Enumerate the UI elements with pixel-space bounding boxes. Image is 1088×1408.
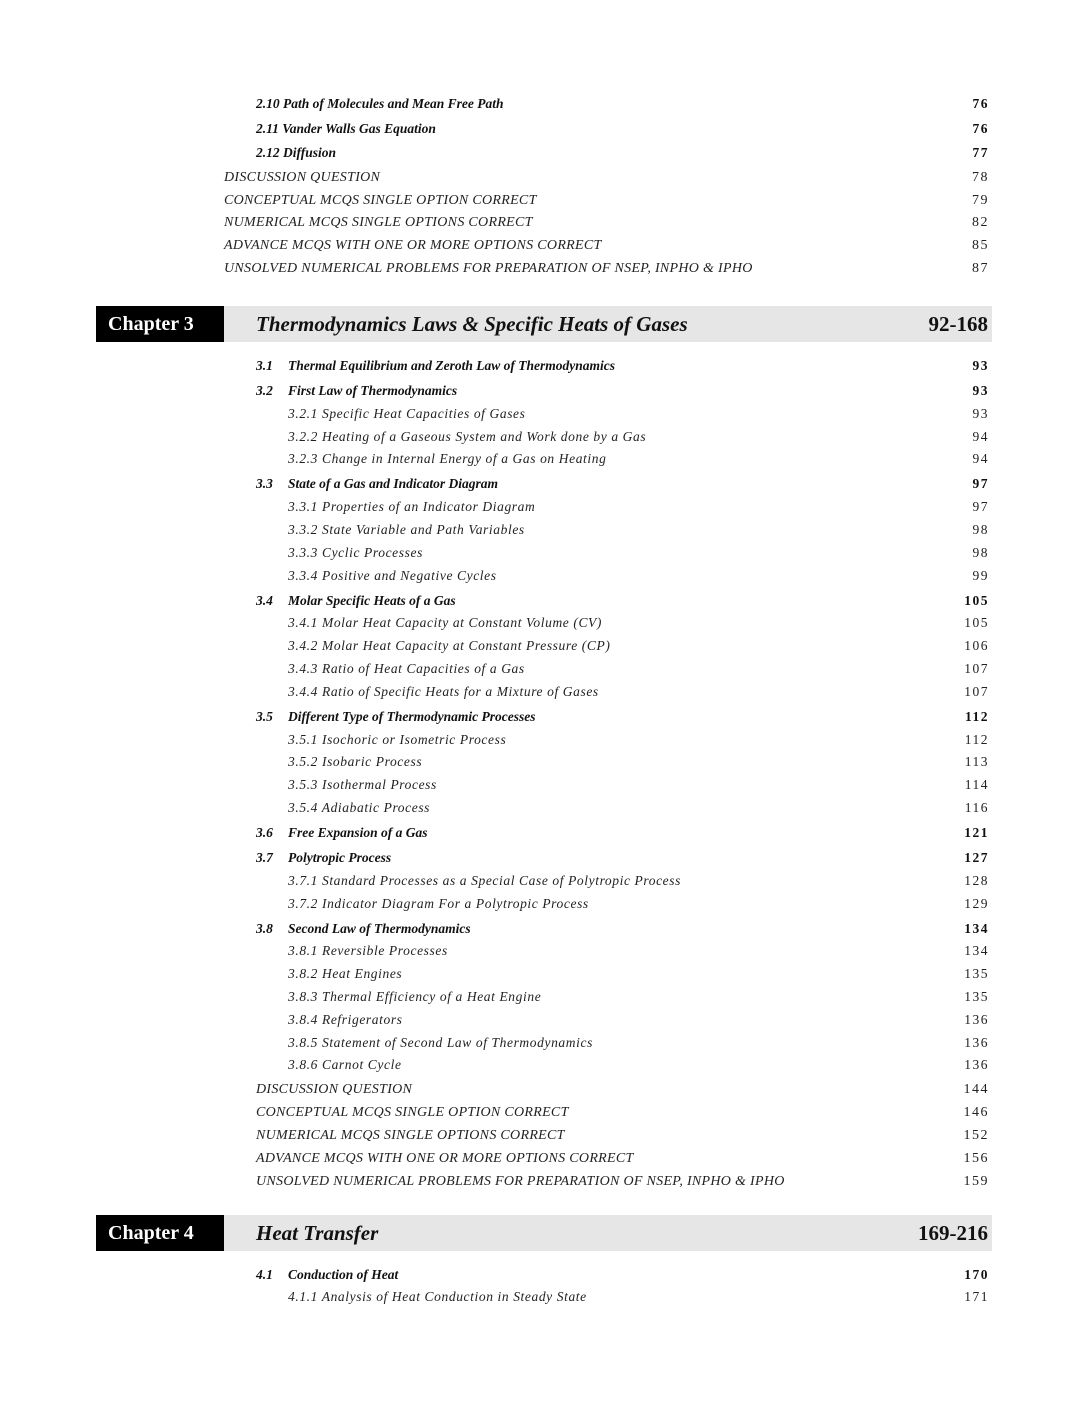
toc-entry-title: 2.12 Diffusion — [256, 145, 337, 160]
toc-subsection-row — [0, 966, 1088, 988]
toc-entry-title: 3.2.3 Change in Internal Energy of a Gas on Heating — [288, 451, 607, 466]
toc-entry-title: CONCEPTUAL MCQS SINGLE OPTION CORRECT — [224, 193, 537, 208]
toc-subsection-row — [0, 406, 1088, 428]
toc-page-number: 121 — [964, 825, 989, 840]
toc-section-number: 3.3 — [256, 476, 273, 491]
toc-entry-title: 3.3.2 State Variable and Path Variables — [288, 522, 525, 537]
toc-subsection-row — [0, 943, 1088, 965]
toc-page-number: 99 — [972, 568, 989, 583]
toc-exercise-row — [0, 193, 1088, 215]
toc-entry-title: Conduction of Heat — [288, 1267, 399, 1282]
toc-page-number: 112 — [964, 709, 989, 724]
toc-entry-title: 3.5.2 Isobaric Process — [288, 754, 423, 769]
toc-page-number: 106 — [964, 638, 989, 653]
toc-page-number: 112 — [964, 732, 989, 747]
toc-page-number: 116 — [964, 800, 989, 815]
toc-entry-title: 3.4.2 Molar Heat Capacity at Constant Pressure (CP) — [288, 638, 611, 653]
toc-entry-title: DISCUSSION QUESTION — [256, 1082, 413, 1097]
toc-subsection-row — [0, 522, 1088, 544]
toc-entry-title: CONCEPTUAL MCQS SINGLE OPTION CORRECT — [256, 1105, 569, 1120]
toc-exercise-row — [0, 215, 1088, 237]
chapter-3-header — [96, 306, 992, 342]
toc-subsection-row — [0, 896, 1088, 918]
toc-page-number: 134 — [964, 943, 989, 958]
toc-exercise-row — [0, 170, 1088, 192]
chapter-4-title: Heat Transfer — [256, 1221, 379, 1245]
toc-entry-title: 4.1.1 Analysis of Heat Conduction in Steady State — [288, 1289, 587, 1304]
toc-subsection-row — [0, 1012, 1088, 1034]
toc-page-number: 171 — [964, 1289, 989, 1304]
toc-exercise-row — [0, 1105, 1088, 1127]
toc-entry-title: Second Law of Thermodynamics — [288, 921, 471, 936]
toc-subsection-row — [0, 800, 1088, 822]
toc-exercise-row — [0, 1174, 1088, 1196]
toc-page-number: 94 — [972, 451, 989, 466]
toc-exercise-row — [0, 1151, 1088, 1173]
toc-entry-title: ADVANCE MCQS WITH ONE OR MORE OPTIONS CORRECT — [224, 238, 602, 253]
toc-subsection-row — [0, 684, 1088, 706]
toc-entry-title: UNSOLVED NUMERICAL PROBLEMS FOR PREPARATION OF NSEP, INPHO & IPHO — [224, 261, 753, 276]
toc-section-row — [0, 145, 1088, 167]
toc-section-row — [0, 593, 1088, 615]
toc-page-number: 135 — [964, 966, 989, 981]
toc-subsection-row — [0, 1289, 1088, 1311]
toc-section-row — [0, 850, 1088, 872]
toc-subsection-row — [0, 615, 1088, 637]
toc-section-row — [0, 358, 1088, 380]
toc-entry-title: 3.3.1 Properties of an Indicator Diagram — [288, 499, 536, 514]
toc-entry-title: 3.2.1 Specific Heat Capacities of Gases — [288, 406, 526, 421]
toc-page-number: 156 — [963, 1151, 989, 1166]
toc-page-number: 170 — [964, 1267, 989, 1282]
toc-subsection-row — [0, 545, 1088, 567]
toc-subsection-row — [0, 777, 1088, 799]
chapter-3-label: Chapter 3 — [96, 306, 224, 342]
toc-section-number: 3.7 — [256, 850, 273, 865]
toc-entry-title: Polytropic Process — [288, 850, 392, 865]
toc-subsection-row — [0, 1057, 1088, 1079]
toc-page-number: 105 — [964, 615, 989, 630]
toc-page-number: 113 — [964, 754, 989, 769]
toc-entry-title: 3.4.3 Ratio of Heat Capacities of a Gas — [288, 661, 525, 676]
toc-entry-title: Different Type of Thermodynamic Processes — [288, 709, 536, 724]
chapter-3-title: Thermodynamics Laws & Specific Heats of Gases — [256, 312, 688, 336]
toc-page-number: 107 — [964, 661, 989, 676]
toc-page-number: 136 — [964, 1035, 989, 1050]
toc-entry-title: NUMERICAL MCQS SINGLE OPTIONS CORRECT — [256, 1128, 565, 1143]
toc-entry-title: 3.2.2 Heating of a Gaseous System and Work done by a Gas — [288, 429, 647, 444]
toc-section-number: 3.8 — [256, 921, 273, 936]
toc-subsection-row — [0, 568, 1088, 590]
toc-section-row — [0, 476, 1088, 498]
toc-page-number: 97 — [972, 499, 989, 514]
toc-section-row — [0, 1267, 1088, 1289]
toc-page-number: 98 — [972, 522, 989, 537]
toc-page-number: 87 — [972, 261, 989, 276]
toc-page-number: 128 — [964, 873, 989, 888]
toc-section-number: 3.2 — [256, 383, 273, 398]
toc-exercise-row — [0, 1082, 1088, 1104]
toc-section-number: 3.6 — [256, 825, 273, 840]
toc-page-number: 136 — [964, 1057, 989, 1072]
toc-entry-title: 3.3.4 Positive and Negative Cycles — [288, 568, 497, 583]
chapter-4-header — [96, 1215, 992, 1251]
toc-page-number: 135 — [964, 989, 989, 1004]
toc-section-row — [0, 383, 1088, 405]
toc-subsection-row — [0, 638, 1088, 660]
toc-entry-title: 3.3.3 Cyclic Processes — [288, 545, 423, 560]
toc-entry-title: 3.7.2 Indicator Diagram For a Polytropic Process — [288, 896, 589, 911]
toc-page-number: 98 — [972, 545, 989, 560]
toc-entry-title: 3.8.6 Carnot Cycle — [288, 1057, 402, 1072]
toc-page-number: 152 — [963, 1128, 989, 1143]
toc-page-number: 78 — [972, 170, 989, 185]
chapter-4-label: Chapter 4 — [96, 1215, 224, 1251]
toc-entry-title: First Law of Thermodynamics — [288, 383, 458, 398]
toc-page-number: 93 — [972, 383, 989, 398]
toc-page-number: 114 — [964, 777, 989, 792]
toc-page-number: 79 — [972, 193, 989, 208]
toc-page-number: 94 — [972, 429, 989, 444]
toc-entry-title: NUMERICAL MCQS SINGLE OPTIONS CORRECT — [224, 215, 533, 230]
toc-subsection-row — [0, 989, 1088, 1011]
toc-subsection-row — [0, 661, 1088, 683]
toc-entry-title: 3.5.3 Isothermal Process — [288, 777, 437, 792]
toc-page-number: 136 — [964, 1012, 989, 1027]
toc-section-row — [0, 825, 1088, 847]
chapter-4-page-range: 169-216 — [918, 1221, 988, 1245]
toc-page-number: 85 — [972, 238, 989, 253]
toc-entry-title: Thermal Equilibrium and Zeroth Law of Thermodynamics — [288, 358, 616, 373]
toc-page-number: 77 — [972, 145, 989, 160]
toc-page-number: 134 — [964, 921, 989, 936]
toc-entry-title: 3.8.5 Statement of Second Law of Thermodynamics — [288, 1035, 593, 1050]
toc-section-row — [0, 709, 1088, 731]
toc-exercise-row — [0, 1128, 1088, 1150]
toc-entry-title: Molar Specific Heats of a Gas — [288, 593, 456, 608]
toc-page-number: 82 — [972, 215, 989, 230]
toc-page-number: 97 — [972, 476, 989, 491]
toc-exercise-row — [0, 261, 1088, 283]
toc-subsection-row — [0, 732, 1088, 754]
toc-page-number: 93 — [972, 358, 989, 373]
toc-entry-title: DISCUSSION QUESTION — [224, 170, 381, 185]
toc-entry-title: Free Expansion of a Gas — [288, 825, 428, 840]
toc-subsection-row — [0, 873, 1088, 895]
toc-page-number: 76 — [972, 121, 989, 136]
toc-section-row — [0, 96, 1088, 118]
toc-subsection-row — [0, 451, 1088, 473]
toc-subsection-row — [0, 499, 1088, 521]
toc-section-row — [0, 921, 1088, 943]
toc-entry-title: 2.11 Vander Walls Gas Equation — [256, 121, 436, 136]
toc-page-number: 144 — [963, 1082, 989, 1097]
toc-entry-title: State of a Gas and Indicator Diagram — [288, 476, 499, 491]
toc-exercise-row — [0, 238, 1088, 260]
toc-entry-title: 3.8.1 Reversible Processes — [288, 943, 448, 958]
toc-entry-title: ADVANCE MCQS WITH ONE OR MORE OPTIONS CORRECT — [256, 1151, 634, 1166]
toc-entry-title: 3.8.3 Thermal Efficiency of a Heat Engine — [288, 989, 542, 1004]
toc-section-number: 3.4 — [256, 593, 273, 608]
toc-subsection-row — [0, 429, 1088, 451]
toc-page-number: 107 — [964, 684, 989, 699]
toc-page-number: 76 — [972, 96, 989, 111]
toc-page-number: 159 — [963, 1174, 989, 1189]
toc-page-number: 93 — [972, 406, 989, 421]
toc-entry-title: 3.5.1 Isochoric or Isometric Process — [288, 732, 507, 747]
toc-entry-title: 3.8.2 Heat Engines — [288, 966, 403, 981]
toc-section-number: 3.1 — [256, 358, 273, 373]
toc-entry-title: 3.4.1 Molar Heat Capacity at Constant Volume (CV) — [288, 615, 603, 630]
toc-entry-title: 3.8.4 Refrigerators — [288, 1012, 403, 1027]
chapter-3-page-range: 92-168 — [928, 312, 988, 336]
toc-entry-title: 3.4.4 Ratio of Specific Heats for a Mixture of Gases — [288, 684, 599, 699]
toc-entry-title: UNSOLVED NUMERICAL PROBLEMS FOR PREPARATION OF NSEP, INPHO & IPHO — [256, 1174, 785, 1189]
toc-page-number: 129 — [964, 896, 989, 911]
toc-subsection-row — [0, 1035, 1088, 1057]
toc-page-number: 127 — [964, 850, 989, 865]
toc-subsection-row — [0, 754, 1088, 776]
toc-entry-title: 3.7.1 Standard Processes as a Special Case of Polytropic Process — [288, 873, 681, 888]
toc-entry-title: 2.10 Path of Molecules and Mean Free Path — [256, 96, 504, 111]
toc-section-number: 4.1 — [256, 1267, 273, 1282]
toc-entry-title: 3.5.4 Adiabatic Process — [288, 800, 431, 815]
toc-section-row — [0, 121, 1088, 143]
toc-page-number: 146 — [963, 1105, 989, 1120]
toc-section-number: 3.5 — [256, 709, 273, 724]
toc-page-number: 105 — [964, 593, 989, 608]
